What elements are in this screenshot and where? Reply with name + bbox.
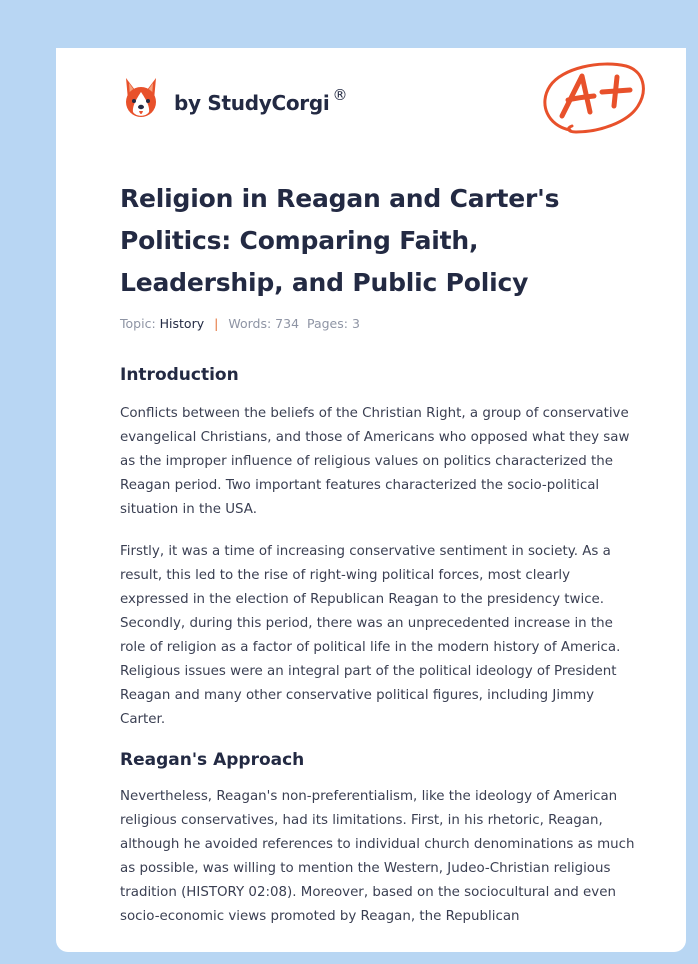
article xyxy=(120,178,640,929)
article-title: Religion in Reagan and Carter's Politics: Comparing Faith, Leadership, and Public Policy xyxy=(120,184,560,297)
paragraph: Conflicts between the beliefs of the Christian Right, a group of conservative evangelical Christians, and those of Americans who opposed what they saw as the improper influence of religious values on politics characterized the Reagan period. Two important features characterized the socio-political situation in the USA. xyxy=(120,406,630,517)
section-heading: Reagan's Approach xyxy=(120,750,305,770)
paragraph: Firstly, it was a time of increasing conservative sentiment in society. As a result, this led to the rise of right-wing political forces, most clearly expressed in the election of Republican Reagan to the presidency twice. Secondly, during this period, there was an unprecedented increase in the role of religion as a factor of political life in the modern history of America. Religious issues were an integral part of the political ideology of President Reagan and many other conservative political figures, including Jimmy Carter. xyxy=(120,544,621,727)
document-page xyxy=(56,48,686,952)
meta-separator: | xyxy=(214,316,219,331)
brand-name[interactable]: by StudyCorgi ® xyxy=(174,86,348,115)
registered-mark: ® xyxy=(332,86,348,104)
word-count: Words: 734 xyxy=(228,316,300,331)
page-count: Pages: 3 xyxy=(306,316,360,331)
section-heading: Introduction xyxy=(120,365,239,385)
corgi-icon xyxy=(122,76,160,120)
article-meta xyxy=(120,316,640,331)
a-plus-grade-icon xyxy=(540,60,648,138)
site-header xyxy=(122,76,347,120)
topic-link[interactable]: History xyxy=(159,316,205,331)
topic-label: Topic: xyxy=(120,316,156,331)
paragraph: Nevertheless, Reagan's non-preferentialism, like the ideology of American religious conservatives, had its limitations. First, in his rhetoric, Reagan, although he avoided references to individual church denominations as much as possible, was willing to mention the Western, Judeo-Christian religious tradition (HISTORY 02:08). Moreover, based on the sociocultural and even socio-economic views promoted by Reagan, the Republican xyxy=(120,789,635,924)
